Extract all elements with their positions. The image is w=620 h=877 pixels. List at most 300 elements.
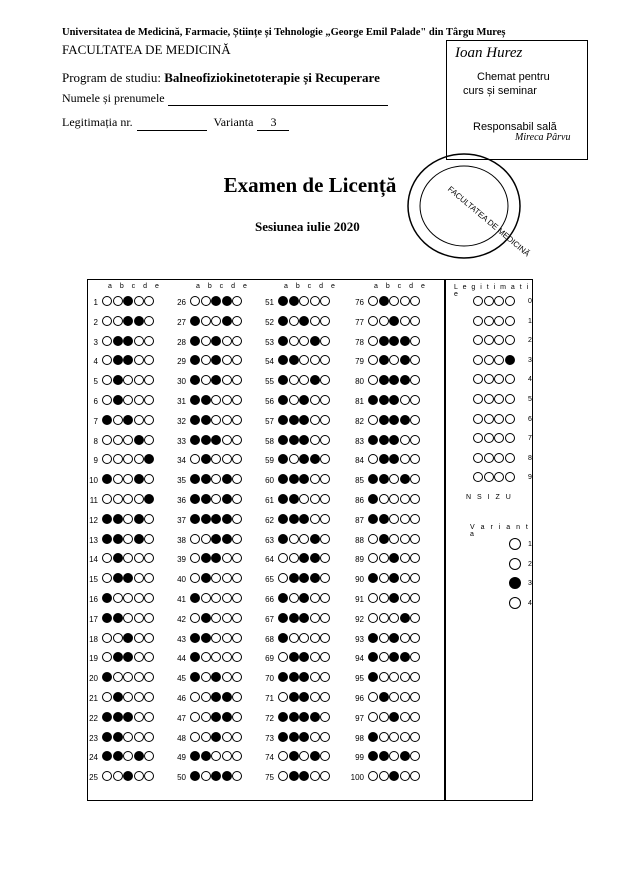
answer-bubble[interactable] [299, 692, 309, 702]
answer-bubble[interactable] [389, 593, 399, 603]
answer-bubble[interactable] [232, 573, 242, 583]
answer-bubble[interactable] [289, 375, 299, 385]
answer-bubble[interactable] [232, 375, 242, 385]
answer-bubble[interactable] [211, 732, 221, 742]
answer-bubble[interactable] [310, 652, 320, 662]
answer-bubble[interactable] [379, 712, 389, 722]
answer-bubble[interactable] [278, 395, 288, 405]
answer-bubble[interactable] [144, 573, 154, 583]
answer-bubble[interactable] [379, 415, 389, 425]
answer-bubble[interactable] [389, 296, 399, 306]
answer-bubble[interactable] [289, 514, 299, 524]
answer-bubble[interactable] [410, 514, 420, 524]
answer-bubble[interactable] [410, 355, 420, 365]
answer-bubble[interactable] [222, 454, 232, 464]
legitimatie-bubble[interactable] [494, 296, 504, 306]
answer-bubble[interactable] [368, 355, 378, 365]
answer-bubble[interactable] [379, 296, 389, 306]
answer-bubble[interactable] [310, 514, 320, 524]
answer-bubble[interactable] [222, 474, 232, 484]
answer-bubble[interactable] [400, 415, 410, 425]
answer-bubble[interactable] [400, 454, 410, 464]
answer-bubble[interactable] [289, 771, 299, 781]
answer-bubble[interactable] [232, 415, 242, 425]
answer-bubble[interactable] [368, 415, 378, 425]
answer-bubble[interactable] [211, 593, 221, 603]
answer-bubble[interactable] [278, 415, 288, 425]
answer-bubble[interactable] [389, 336, 399, 346]
answer-bubble[interactable] [389, 355, 399, 365]
answer-bubble[interactable] [320, 395, 330, 405]
answer-bubble[interactable] [299, 454, 309, 464]
answer-bubble[interactable] [144, 553, 154, 563]
answer-bubble[interactable] [144, 771, 154, 781]
answer-bubble[interactable] [113, 553, 123, 563]
answer-bubble[interactable] [410, 296, 420, 306]
legitimatie-bubble[interactable] [494, 316, 504, 326]
answer-bubble[interactable] [299, 296, 309, 306]
answer-bubble[interactable] [400, 593, 410, 603]
answer-bubble[interactable] [201, 692, 211, 702]
answer-bubble[interactable] [400, 652, 410, 662]
legitimatie-bubble[interactable] [484, 394, 494, 404]
answer-bubble[interactable] [310, 395, 320, 405]
answer-bubble[interactable] [123, 672, 133, 682]
answer-bubble[interactable] [410, 652, 420, 662]
legitimatie-bubble[interactable] [494, 414, 504, 424]
answer-bubble[interactable] [144, 355, 154, 365]
answer-bubble[interactable] [320, 712, 330, 722]
answer-bubble[interactable] [310, 751, 320, 761]
answer-bubble[interactable] [211, 573, 221, 583]
answer-bubble[interactable] [232, 732, 242, 742]
legitimatie-bubble[interactable] [505, 472, 515, 482]
varianta-bubble[interactable] [509, 577, 521, 589]
answer-bubble[interactable] [102, 375, 112, 385]
answer-bubble[interactable] [201, 296, 211, 306]
answer-bubble[interactable] [310, 454, 320, 464]
answer-bubble[interactable] [211, 633, 221, 643]
answer-bubble[interactable] [278, 672, 288, 682]
answer-bubble[interactable] [410, 336, 420, 346]
answer-bubble[interactable] [232, 355, 242, 365]
answer-bubble[interactable] [201, 553, 211, 563]
answer-bubble[interactable] [400, 672, 410, 682]
answer-bubble[interactable] [102, 454, 112, 464]
answer-bubble[interactable] [113, 454, 123, 464]
answer-bubble[interactable] [320, 593, 330, 603]
answer-bubble[interactable] [368, 395, 378, 405]
answer-bubble[interactable] [134, 593, 144, 603]
answer-bubble[interactable] [379, 573, 389, 583]
answer-bubble[interactable] [299, 514, 309, 524]
answer-bubble[interactable] [222, 514, 232, 524]
answer-bubble[interactable] [299, 355, 309, 365]
answer-bubble[interactable] [310, 494, 320, 504]
answer-bubble[interactable] [299, 712, 309, 722]
answer-bubble[interactable] [368, 712, 378, 722]
answer-bubble[interactable] [400, 296, 410, 306]
answer-bubble[interactable] [400, 712, 410, 722]
answer-bubble[interactable] [134, 751, 144, 761]
answer-bubble[interactable] [400, 336, 410, 346]
answer-bubble[interactable] [232, 633, 242, 643]
answer-bubble[interactable] [222, 573, 232, 583]
answer-bubble[interactable] [113, 375, 123, 385]
answer-bubble[interactable] [190, 435, 200, 445]
answer-bubble[interactable] [289, 336, 299, 346]
answer-bubble[interactable] [190, 454, 200, 464]
answer-bubble[interactable] [190, 553, 200, 563]
answer-bubble[interactable] [102, 435, 112, 445]
answer-bubble[interactable] [232, 672, 242, 682]
answer-bubble[interactable] [222, 395, 232, 405]
answer-bubble[interactable] [368, 771, 378, 781]
answer-bubble[interactable] [102, 751, 112, 761]
answer-bubble[interactable] [113, 633, 123, 643]
legitimatie-bubble[interactable] [505, 335, 515, 345]
answer-bubble[interactable] [123, 732, 133, 742]
answer-bubble[interactable] [320, 732, 330, 742]
answer-bubble[interactable] [389, 514, 399, 524]
answer-bubble[interactable] [144, 633, 154, 643]
answer-bubble[interactable] [211, 435, 221, 445]
answer-bubble[interactable] [299, 336, 309, 346]
answer-bubble[interactable] [410, 712, 420, 722]
answer-bubble[interactable] [379, 395, 389, 405]
answer-bubble[interactable] [190, 296, 200, 306]
answer-bubble[interactable] [232, 593, 242, 603]
answer-bubble[interactable] [113, 336, 123, 346]
answer-bubble[interactable] [310, 593, 320, 603]
answer-bubble[interactable] [134, 534, 144, 544]
answer-bubble[interactable] [144, 395, 154, 405]
legitimatie-bubble[interactable] [494, 472, 504, 482]
answer-bubble[interactable] [113, 573, 123, 583]
answer-bubble[interactable] [113, 771, 123, 781]
answer-bubble[interactable] [144, 316, 154, 326]
answer-bubble[interactable] [201, 454, 211, 464]
answer-bubble[interactable] [289, 316, 299, 326]
answer-bubble[interactable] [379, 435, 389, 445]
answer-bubble[interactable] [232, 553, 242, 563]
answer-bubble[interactable] [379, 375, 389, 385]
answer-bubble[interactable] [102, 395, 112, 405]
answer-bubble[interactable] [389, 415, 399, 425]
answer-bubble[interactable] [190, 573, 200, 583]
answer-bubble[interactable] [299, 771, 309, 781]
answer-bubble[interactable] [123, 712, 133, 722]
answer-bubble[interactable] [400, 355, 410, 365]
answer-bubble[interactable] [222, 553, 232, 563]
answer-bubble[interactable] [211, 672, 221, 682]
answer-bubble[interactable] [201, 593, 211, 603]
answer-bubble[interactable] [389, 652, 399, 662]
answer-bubble[interactable] [232, 296, 242, 306]
answer-bubble[interactable] [368, 692, 378, 702]
answer-bubble[interactable] [102, 672, 112, 682]
answer-bubble[interactable] [289, 454, 299, 464]
answer-bubble[interactable] [278, 336, 288, 346]
answer-bubble[interactable] [278, 553, 288, 563]
answer-bubble[interactable] [144, 692, 154, 702]
legitimatie-bubble[interactable] [494, 335, 504, 345]
answer-bubble[interactable] [400, 553, 410, 563]
legitimatie-bubble[interactable] [484, 335, 494, 345]
answer-bubble[interactable] [289, 474, 299, 484]
answer-bubble[interactable] [134, 355, 144, 365]
answer-bubble[interactable] [320, 633, 330, 643]
answer-bubble[interactable] [102, 534, 112, 544]
answer-bubble[interactable] [222, 435, 232, 445]
answer-bubble[interactable] [299, 375, 309, 385]
answer-bubble[interactable] [232, 652, 242, 662]
answer-bubble[interactable] [144, 672, 154, 682]
answer-bubble[interactable] [289, 355, 299, 365]
answer-bubble[interactable] [232, 514, 242, 524]
legitimatie-bubble[interactable] [473, 414, 483, 424]
legitimatie-bubble[interactable] [484, 374, 494, 384]
answer-bubble[interactable] [320, 652, 330, 662]
answer-bubble[interactable] [410, 534, 420, 544]
answer-bubble[interactable] [310, 692, 320, 702]
answer-bubble[interactable] [201, 751, 211, 761]
answer-bubble[interactable] [102, 652, 112, 662]
answer-bubble[interactable] [368, 474, 378, 484]
answer-bubble[interactable] [389, 672, 399, 682]
legitimatie-bubble[interactable] [484, 433, 494, 443]
answer-bubble[interactable] [232, 395, 242, 405]
answer-bubble[interactable] [134, 573, 144, 583]
answer-bubble[interactable] [389, 553, 399, 563]
answer-bubble[interactable] [102, 296, 112, 306]
answer-bubble[interactable] [379, 771, 389, 781]
answer-bubble[interactable] [190, 613, 200, 623]
answer-bubble[interactable] [222, 375, 232, 385]
answer-bubble[interactable] [410, 435, 420, 445]
answer-bubble[interactable] [190, 672, 200, 682]
varianta-bubble[interactable] [509, 558, 521, 570]
answer-bubble[interactable] [379, 633, 389, 643]
answer-bubble[interactable] [222, 415, 232, 425]
legitimatie-bubble[interactable] [494, 433, 504, 443]
answer-bubble[interactable] [400, 395, 410, 405]
answer-bubble[interactable] [201, 633, 211, 643]
answer-bubble[interactable] [190, 375, 200, 385]
answer-bubble[interactable] [222, 593, 232, 603]
answer-bubble[interactable] [310, 553, 320, 563]
answer-bubble[interactable] [123, 771, 133, 781]
answer-bubble[interactable] [144, 652, 154, 662]
answer-bubble[interactable] [389, 454, 399, 464]
answer-bubble[interactable] [410, 751, 420, 761]
answer-bubble[interactable] [123, 593, 133, 603]
answer-bubble[interactable] [222, 692, 232, 702]
answer-bubble[interactable] [102, 573, 112, 583]
answer-bubble[interactable] [320, 435, 330, 445]
answer-bubble[interactable] [123, 395, 133, 405]
answer-bubble[interactable] [144, 593, 154, 603]
answer-bubble[interactable] [113, 435, 123, 445]
varianta-bubble[interactable] [509, 597, 521, 609]
answer-bubble[interactable] [102, 692, 112, 702]
answer-bubble[interactable] [389, 435, 399, 445]
answer-bubble[interactable] [102, 593, 112, 603]
answer-bubble[interactable] [201, 613, 211, 623]
answer-bubble[interactable] [144, 296, 154, 306]
answer-bubble[interactable] [368, 732, 378, 742]
answer-bubble[interactable] [289, 573, 299, 583]
answer-bubble[interactable] [379, 454, 389, 464]
answer-bubble[interactable] [211, 395, 221, 405]
answer-bubble[interactable] [201, 435, 211, 445]
answer-bubble[interactable] [320, 573, 330, 583]
legitimatie-bubble[interactable] [484, 414, 494, 424]
answer-bubble[interactable] [299, 732, 309, 742]
answer-bubble[interactable] [134, 553, 144, 563]
answer-bubble[interactable] [289, 732, 299, 742]
answer-bubble[interactable] [123, 692, 133, 702]
answer-bubble[interactable] [368, 751, 378, 761]
answer-bubble[interactable] [310, 435, 320, 445]
legitimatie-bubble[interactable] [484, 453, 494, 463]
answer-bubble[interactable] [232, 336, 242, 346]
answer-bubble[interactable] [211, 692, 221, 702]
answer-bubble[interactable] [379, 355, 389, 365]
legitimatie-bubble[interactable] [484, 296, 494, 306]
answer-bubble[interactable] [144, 454, 154, 464]
answer-bubble[interactable] [113, 712, 123, 722]
answer-bubble[interactable] [320, 296, 330, 306]
answer-bubble[interactable] [144, 336, 154, 346]
answer-bubble[interactable] [289, 296, 299, 306]
answer-bubble[interactable] [310, 633, 320, 643]
answer-bubble[interactable] [410, 395, 420, 405]
answer-bubble[interactable] [320, 613, 330, 623]
answer-bubble[interactable] [368, 553, 378, 563]
legitimatie-bubble[interactable] [505, 414, 515, 424]
answer-bubble[interactable] [102, 633, 112, 643]
answer-bubble[interactable] [299, 494, 309, 504]
answer-bubble[interactable] [310, 732, 320, 742]
answer-bubble[interactable] [278, 593, 288, 603]
answer-bubble[interactable] [232, 316, 242, 326]
answer-bubble[interactable] [190, 474, 200, 484]
answer-bubble[interactable] [211, 514, 221, 524]
answer-bubble[interactable] [123, 375, 133, 385]
answer-bubble[interactable] [190, 514, 200, 524]
answer-bubble[interactable] [368, 494, 378, 504]
answer-bubble[interactable] [201, 355, 211, 365]
answer-bubble[interactable] [102, 316, 112, 326]
answer-bubble[interactable] [232, 692, 242, 702]
answer-bubble[interactable] [320, 771, 330, 781]
answer-bubble[interactable] [123, 494, 133, 504]
answer-bubble[interactable] [201, 474, 211, 484]
answer-bubble[interactable] [289, 534, 299, 544]
answer-bubble[interactable] [278, 454, 288, 464]
answer-bubble[interactable] [123, 296, 133, 306]
answer-bubble[interactable] [190, 732, 200, 742]
answer-bubble[interactable] [389, 633, 399, 643]
answer-bubble[interactable] [211, 771, 221, 781]
answer-bubble[interactable] [232, 435, 242, 445]
answer-bubble[interactable] [320, 454, 330, 464]
answer-bubble[interactable] [134, 712, 144, 722]
answer-bubble[interactable] [289, 593, 299, 603]
answer-bubble[interactable] [389, 494, 399, 504]
answer-bubble[interactable] [113, 692, 123, 702]
answer-bubble[interactable] [368, 316, 378, 326]
answer-bubble[interactable] [289, 415, 299, 425]
answer-bubble[interactable] [113, 355, 123, 365]
answer-bubble[interactable] [310, 474, 320, 484]
answer-bubble[interactable] [278, 316, 288, 326]
answer-bubble[interactable] [368, 672, 378, 682]
answer-bubble[interactable] [201, 534, 211, 544]
answer-bubble[interactable] [299, 593, 309, 603]
answer-bubble[interactable] [190, 593, 200, 603]
answer-bubble[interactable] [232, 534, 242, 544]
answer-bubble[interactable] [289, 751, 299, 761]
answer-bubble[interactable] [222, 652, 232, 662]
answer-bubble[interactable] [113, 494, 123, 504]
answer-bubble[interactable] [113, 296, 123, 306]
answer-bubble[interactable] [134, 296, 144, 306]
answer-bubble[interactable] [211, 474, 221, 484]
legitimatie-bubble[interactable] [473, 374, 483, 384]
answer-bubble[interactable] [222, 712, 232, 722]
answer-bubble[interactable] [211, 712, 221, 722]
answer-bubble[interactable] [320, 494, 330, 504]
answer-bubble[interactable] [400, 732, 410, 742]
answer-bubble[interactable] [410, 573, 420, 583]
answer-bubble[interactable] [134, 672, 144, 682]
answer-bubble[interactable] [379, 613, 389, 623]
answer-bubble[interactable] [278, 732, 288, 742]
answer-bubble[interactable] [222, 613, 232, 623]
legitimatie-bubble[interactable] [494, 355, 504, 365]
answer-bubble[interactable] [123, 751, 133, 761]
answer-bubble[interactable] [201, 395, 211, 405]
answer-bubble[interactable] [289, 633, 299, 643]
answer-bubble[interactable] [299, 316, 309, 326]
answer-bubble[interactable] [289, 494, 299, 504]
legitimatie-bubble[interactable] [494, 374, 504, 384]
answer-bubble[interactable] [222, 771, 232, 781]
answer-bubble[interactable] [368, 375, 378, 385]
answer-bubble[interactable] [299, 474, 309, 484]
answer-bubble[interactable] [389, 316, 399, 326]
legitimatie-bubble[interactable] [473, 335, 483, 345]
answer-bubble[interactable] [144, 751, 154, 761]
answer-bubble[interactable] [102, 732, 112, 742]
answer-bubble[interactable] [144, 732, 154, 742]
answer-bubble[interactable] [289, 652, 299, 662]
legitimatie-bubble[interactable] [473, 296, 483, 306]
answer-bubble[interactable] [310, 355, 320, 365]
answer-bubble[interactable] [389, 771, 399, 781]
answer-bubble[interactable] [310, 573, 320, 583]
answer-bubble[interactable] [222, 494, 232, 504]
answer-bubble[interactable] [113, 593, 123, 603]
answer-bubble[interactable] [400, 613, 410, 623]
answer-bubble[interactable] [310, 712, 320, 722]
answer-bubble[interactable] [123, 514, 133, 524]
answer-bubble[interactable] [278, 613, 288, 623]
answer-bubble[interactable] [389, 573, 399, 583]
answer-bubble[interactable] [190, 415, 200, 425]
